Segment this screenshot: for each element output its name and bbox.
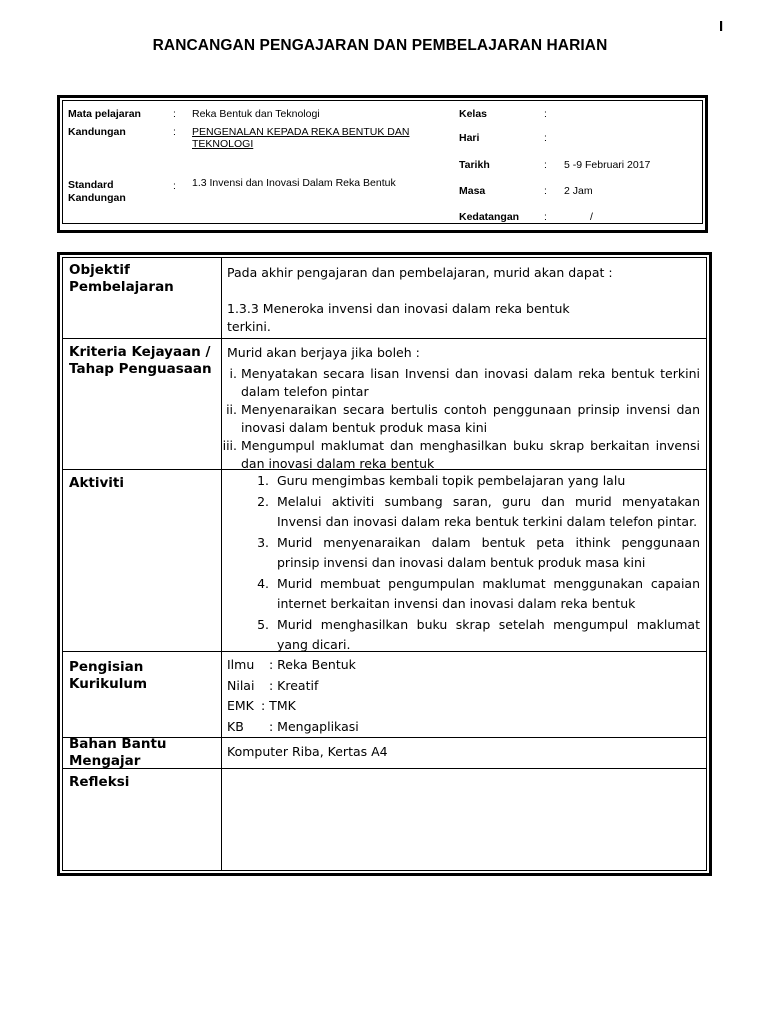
- kandungan-label: Kandungan: [68, 126, 126, 138]
- mata-pelajaran-value: Reka Bentuk dan Teknologi: [192, 108, 320, 120]
- kriteria-item-number: iii.: [222, 438, 237, 453]
- hari-label: Hari: [459, 132, 480, 144]
- standard-kandungan-value: 1.3 Invensi dan Inovasi Dalam Reka Bentuk: [192, 177, 396, 189]
- colon: :: [173, 126, 176, 138]
- kriteria-item-number: ii.: [226, 402, 237, 417]
- mata-pelajaran-label: Mata pelajaran: [68, 108, 141, 120]
- kriteria-intro: Murid akan berjaya jika boleh :: [227, 345, 420, 360]
- aktiviti-item-number: 2.: [257, 493, 269, 509]
- aktiviti-item: [227, 471, 700, 492]
- pengisian-value: : Mengaplikasi: [269, 718, 359, 734]
- aktiviti-item-number: 3.: [257, 534, 269, 550]
- pengisian-key: EMK: [227, 698, 254, 713]
- bahan-label: Bahan Bantu Mengajar: [69, 736, 167, 769]
- aktiviti-item-text: Murid membuat pengumpulan maklumat menggunakan capaian internet berkaitan invensi dan inovasi dalam reka bentuk: [277, 575, 700, 611]
- aktiviti-label: Aktiviti: [69, 475, 125, 491]
- header-bottom-gap: [180, 224, 435, 230]
- masa-value: 2 Jam: [564, 185, 593, 197]
- aktiviti-content: [227, 471, 700, 656]
- standard-kandungan-label: Standard Kandungan: [68, 179, 126, 204]
- aktiviti-item-text: Guru mengimbas kembali topik pembelajaran yang lalu: [277, 473, 626, 488]
- page-number: I: [719, 18, 724, 35]
- objektif-intro: Pada akhir pengajaran dan pembelajaran, murid akan dapat :: [227, 265, 613, 280]
- kriteria-content: [221, 344, 700, 473]
- bahan-value: Komputer Riba, Kertas A4: [227, 744, 388, 759]
- colon: :: [544, 185, 547, 197]
- pengisian-key: KB: [227, 718, 244, 734]
- kriteria-item-text: Mengumpul maklumat dan menghasilkan buku skrap berkaitan invensi dan inovasi dalam reka bentuk: [241, 438, 700, 471]
- pengisian-row: [227, 696, 700, 717]
- lesson-plan-table: [57, 252, 712, 876]
- kriteria-item-number: i.: [229, 366, 237, 381]
- colon: :: [173, 180, 176, 192]
- colon: :: [544, 132, 547, 144]
- pengisian-key: Nilai: [227, 677, 255, 693]
- pengisian-label: Pengisian Kurikulum: [69, 659, 148, 692]
- pengisian-value: : Kreatif: [269, 677, 319, 693]
- masa-label: Masa: [459, 185, 486, 197]
- aktiviti-item-number: 5.: [257, 616, 269, 632]
- refleksi-label: Refleksi: [69, 774, 130, 790]
- document-title: RANCANGAN PENGAJARAN DAN PEMBELAJARAN HARIAN: [152, 37, 608, 54]
- pengisian-row: [227, 676, 700, 697]
- kriteria-item: [221, 437, 700, 473]
- aktiviti-item-number: 1.: [257, 473, 269, 488]
- table-inner-border: [62, 257, 707, 871]
- kelas-label: Kelas: [459, 108, 488, 120]
- colon: :: [544, 108, 547, 120]
- aktiviti-item: [227, 615, 700, 656]
- objektif-content: [227, 264, 700, 336]
- aktiviti-item-text: Murid menghasilkan buku skrap setelah mengumpul maklumat yang dicari.: [277, 616, 700, 652]
- kriteria-item-text: Menyatakan secara lisan Invensi dan inovasi dalam reka bentuk terkini dalam telefon pintar: [241, 366, 700, 399]
- kedatangan-value: /: [590, 211, 593, 223]
- colon: :: [544, 211, 547, 223]
- pengisian-key: Ilmu: [227, 657, 255, 672]
- aktiviti-item-number: 4.: [257, 575, 269, 591]
- tarikh-label: Tarikh: [459, 159, 490, 171]
- pengisian-content: [227, 655, 700, 737]
- pengisian-value: : Reka Bentuk: [269, 657, 356, 672]
- aktiviti-item: [227, 533, 700, 574]
- aktiviti-item: [227, 574, 700, 615]
- kriteria-label: Kriteria Kejayaan / Tahap Penguasaan: [69, 344, 212, 377]
- kedatangan-label: Kedatangan: [459, 211, 520, 223]
- aktiviti-item: [227, 492, 700, 533]
- kriteria-item-text: Menyenaraikan secara bertulis contoh penggunaan prinsip invensi dan inovasi dalam bentuk produk masa kini: [241, 402, 700, 435]
- kandungan-value: PENGENALAN KEPADA REKA BENTUK DAN TEKNOLOGI: [192, 126, 410, 150]
- aktiviti-item-text: Melalui aktiviti sumbang saran, guru dan murid menyatakan Invensi dan inovasi dalam reka bentuk terkini dalam telefon pintar.: [277, 493, 700, 529]
- pengisian-row: [227, 717, 700, 738]
- colon: :: [544, 159, 547, 171]
- aktiviti-item-text: Murid menyenaraikan dalam bentuk peta ithink penggunaan prinsip invensi dan inovasi dalam bentuk produk masa kini: [277, 534, 700, 570]
- objektif-detail: 1.3.3 Meneroka invensi dan inovasi dalam reka bentuk terkini.: [227, 301, 570, 334]
- colon: :: [173, 108, 176, 120]
- kriteria-item: [221, 401, 700, 437]
- header-info-box: [57, 95, 708, 233]
- tarikh-value: 5 -9 Februari 2017: [564, 159, 651, 171]
- pengisian-value: : TMK: [261, 698, 296, 713]
- pengisian-row: [227, 655, 700, 676]
- row-divider: [63, 338, 706, 339]
- objektif-label: Objektif Pembelajaran: [69, 262, 174, 295]
- kriteria-item: [221, 365, 700, 401]
